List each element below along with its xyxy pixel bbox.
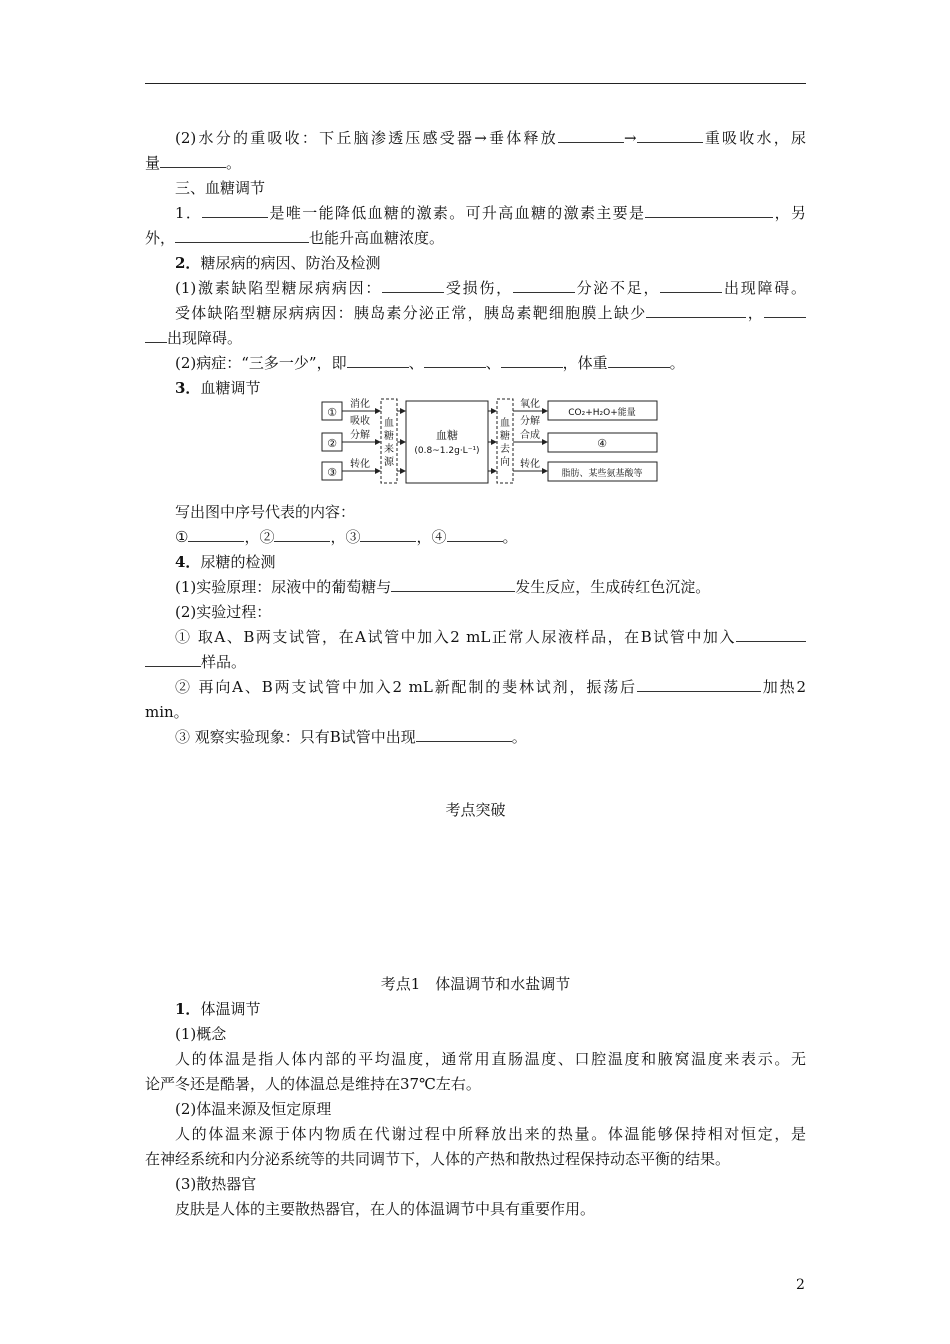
item-2-line [145, 276, 806, 300]
blank [501, 352, 563, 368]
kaodian-1-title: 考点1 体温调节和水盐调节 [380, 975, 571, 993]
text: 重吸收水，尿 [702, 129, 806, 147]
item-4-line [145, 625, 806, 649]
text: 出现障碍。 [722, 279, 806, 297]
process-label: 吸收 [350, 416, 370, 427]
process-label: 消化 [350, 399, 370, 410]
text: 是唯一能降低血糖的激素。可升高血糖的激素主要是 [268, 204, 646, 222]
process-label: 氧化 [520, 399, 540, 410]
text: 分泌不足， [574, 279, 661, 297]
item-4-line [145, 675, 806, 699]
process-label: 转化 [350, 459, 370, 470]
process-label: 转化 [520, 459, 540, 470]
blank [447, 526, 503, 542]
text: 1． [175, 204, 203, 222]
fill-line [145, 525, 806, 549]
text: 糖尿病的病因、防治及检测 [200, 254, 381, 272]
paragraph-line: 皮肤是人体的主要散热器官，在人的体温调节中具有重要作用。 [175, 1200, 596, 1218]
text: 。 [511, 728, 527, 746]
text: 出现障碍。 [167, 329, 243, 347]
source-char: 来 [384, 444, 394, 455]
output-text: CO₂+H₂O+能量 [568, 408, 636, 418]
blank [424, 352, 486, 368]
text: 血糖调节 [200, 379, 261, 397]
blank [637, 127, 703, 143]
output-text: ④ [597, 437, 607, 450]
text: 加热2 [760, 678, 806, 696]
blank [202, 202, 268, 218]
blank [513, 277, 575, 293]
text: 也能升高血糖浓度。 [309, 229, 445, 247]
item-2-line [145, 301, 806, 325]
blank [558, 127, 624, 143]
text: 。 [226, 154, 242, 172]
blank [347, 352, 409, 368]
text: 体温调节 [200, 1000, 261, 1018]
blank [660, 277, 722, 293]
destination-char: 去 [500, 444, 510, 455]
item-1-line [145, 226, 806, 250]
text: 4． [175, 553, 201, 571]
item-4-line [145, 725, 806, 749]
text: 样品。 [201, 653, 247, 671]
text: 受损伤， [444, 279, 513, 297]
blank [188, 526, 244, 542]
paragraph-line: 论严冬还是酷暑，人的体温总是维持在37℃左右。 [145, 1075, 481, 1093]
text: (1)实验原理：尿液中的葡萄糖与 [175, 578, 392, 596]
output-text: 脂肪、某些氨基酸等 [561, 469, 643, 479]
page-number: 2 [796, 1277, 805, 1293]
text: 3． [175, 379, 201, 397]
source-char: 血 [384, 418, 394, 429]
kaodian-1-heading [145, 997, 806, 1021]
paragraph-line [145, 151, 806, 175]
text: 尿糖的检测 [200, 553, 276, 571]
destination-char: 向 [500, 457, 510, 468]
blank [145, 327, 167, 343]
text: 。 [669, 354, 685, 372]
blank [764, 302, 806, 318]
blood-sugar-box [406, 401, 488, 483]
label-1: ① [327, 406, 337, 419]
center-title: 血糖 [436, 429, 458, 442]
text: 、 [408, 354, 424, 372]
item-4-line: (2)实验过程： [175, 603, 272, 621]
paragraph-water-reabsorption [145, 126, 806, 150]
paragraph-line: 人的体温是指人体内部的平均温度，通常用直肠温度、口腔温度和腋窝温度来表示。无 [175, 1050, 806, 1068]
source-char: 源 [384, 457, 394, 468]
process-label: 分解 [350, 430, 370, 441]
text: ，④ [416, 528, 447, 546]
paragraph-line: 在神经系统和内分泌系统等的共同调节下，人体的产热和散热过程保持动态平衡的结果。 [145, 1150, 731, 1168]
item-4-line [145, 575, 806, 599]
text: ① 取A、B两支试管，在A试管中加入2 mL正常人尿液样品，在B试管中加入 [175, 628, 736, 646]
destination-char: 糖 [500, 431, 510, 442]
item-4-line [145, 650, 806, 674]
text: 。 [502, 528, 518, 546]
header-rule [145, 83, 806, 84]
section-heading-kaodian-tupo: 考点突破 [445, 801, 506, 819]
subheading: (2)体温来源及恒定原理 [175, 1100, 332, 1118]
text: ，② [244, 528, 275, 546]
text: 2． [175, 254, 201, 272]
text: (2)病症：“三多一少”，即 [175, 354, 347, 372]
text: 发生反应，生成砖红色沉淀。 [515, 578, 711, 596]
subheading: (3)散热器官 [175, 1175, 257, 1193]
blank [645, 202, 773, 218]
text: ， [746, 304, 764, 322]
item-4-heading [145, 550, 806, 574]
text: ，③ [330, 528, 361, 546]
paragraph-line: 人的体温来源于体内物质在代谢过程中所释放出来的热量。体温能够保持相对恒定，是 [175, 1125, 806, 1143]
blank [736, 626, 806, 642]
item-4-line: min。 [145, 703, 189, 721]
process-label: 分解 [520, 416, 540, 427]
text: 量 [145, 154, 161, 172]
item-1-line [145, 201, 806, 225]
arrow: → [624, 129, 637, 147]
blank [646, 302, 746, 318]
blood-sugar-diagram [318, 396, 662, 488]
blank [360, 526, 416, 542]
text: 1． [175, 1000, 201, 1018]
text: ，体重 [562, 354, 608, 372]
label-2: ② [327, 437, 337, 450]
blank [175, 227, 309, 243]
text: 、 [485, 354, 501, 372]
item-2-line [145, 351, 806, 375]
blank [391, 576, 515, 592]
blank [145, 651, 201, 667]
text: ③ 观察实验现象：只有B试管中出现 [175, 728, 416, 746]
text: ，另 [773, 204, 806, 222]
center-range: (0.8~1.2g·L⁻¹) [414, 446, 480, 456]
text: (1)激素缺陷型糖尿病病因： [175, 279, 383, 297]
text: ① [175, 528, 189, 546]
blank [637, 676, 761, 692]
source-char: 糖 [384, 431, 394, 442]
blank [274, 526, 330, 542]
label-3: ③ [327, 466, 337, 479]
blank [160, 152, 226, 168]
section-title-blood-sugar: 三、血糖调节 [175, 179, 266, 197]
text: 受体缺陷型糖尿病病因：胰岛素分泌正常，胰岛素靶细胞膜上缺少 [175, 304, 647, 322]
process-label: 合成 [520, 430, 540, 441]
text: 外， [145, 229, 176, 247]
destination-char: 血 [500, 418, 510, 429]
blank [416, 726, 512, 742]
item-2-heading [145, 251, 806, 275]
blank [382, 277, 444, 293]
item-2-line [145, 326, 806, 350]
text: (2)水分的重吸收：下丘脑渗透压感受器→垂体释放 [175, 129, 558, 147]
text: ② 再向A、B两支试管中加入2 mL新配制的斐林试剂，振荡后 [175, 678, 637, 696]
subheading: (1)概念 [175, 1025, 227, 1043]
blank [608, 352, 670, 368]
fill-prompt: 写出图中序号代表的内容： [175, 503, 356, 521]
